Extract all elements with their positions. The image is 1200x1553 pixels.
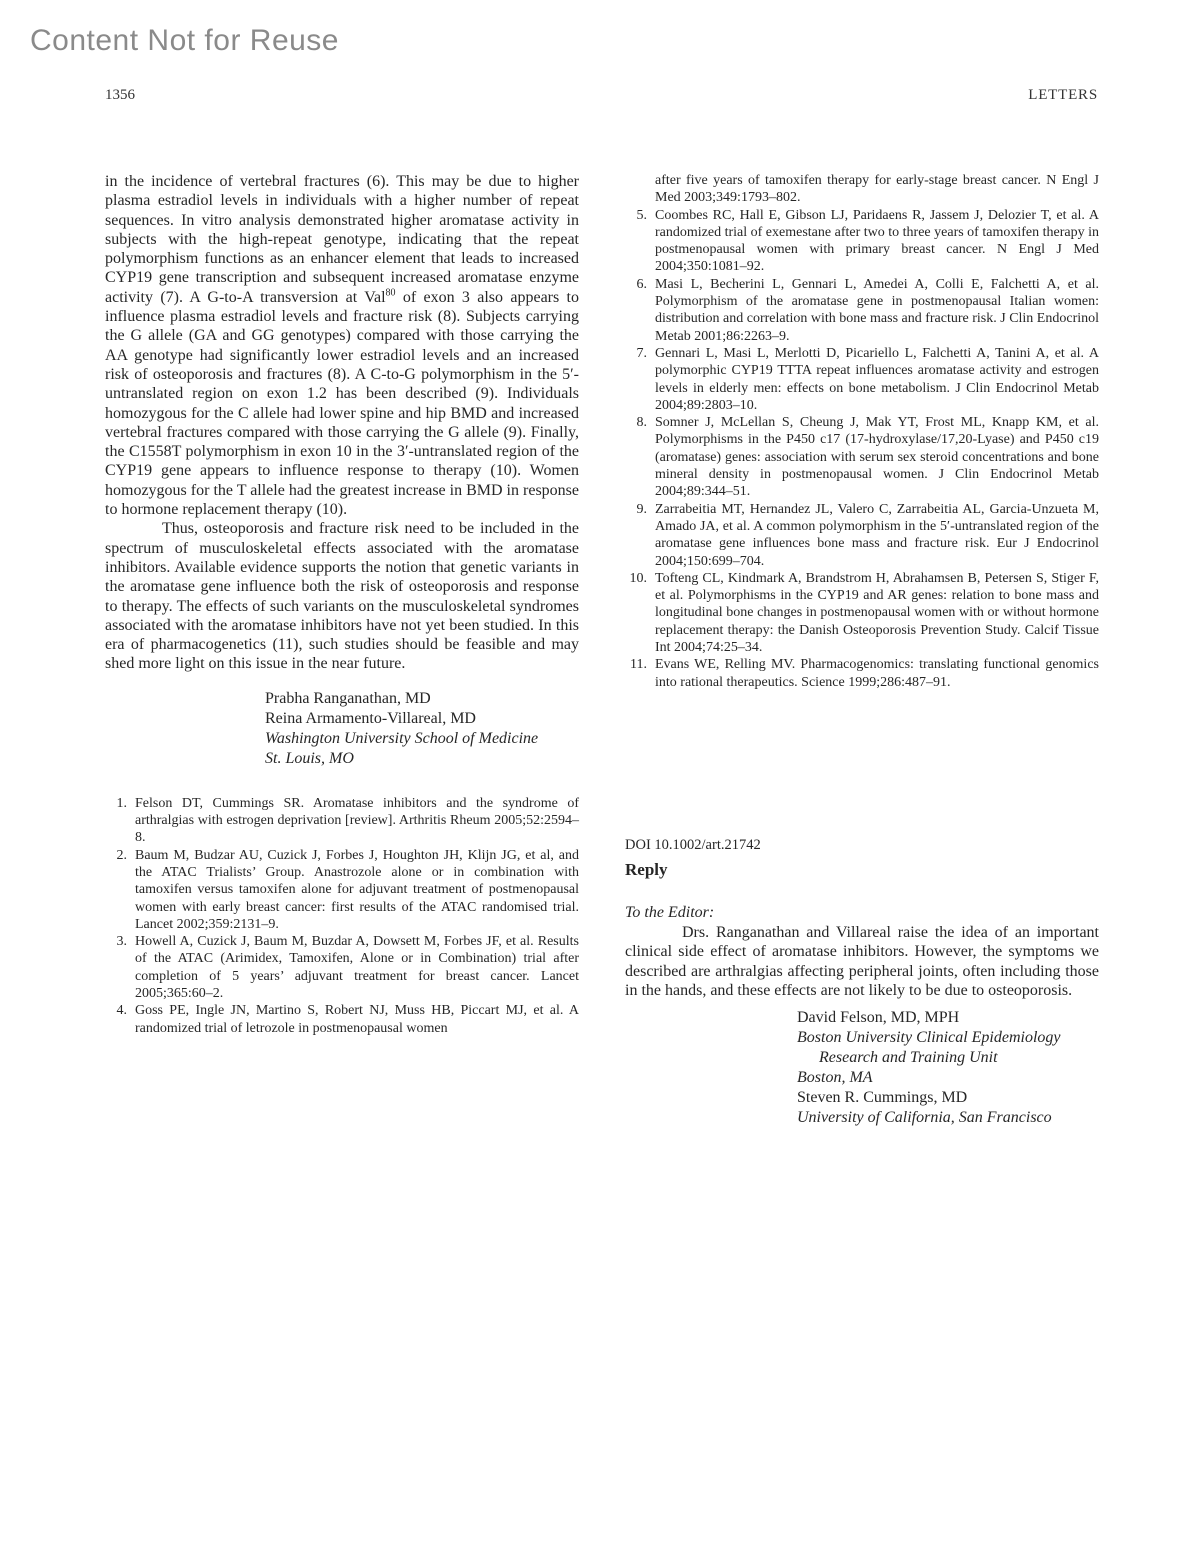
letter-paragraph-2: Thus, osteoporosis and fracture risk need to be included in the spectrum of musculoskeletal effects associated with the aromatase inhibitors. Available evidence supports the notion that genetic variants in the aromatase gene influence both the risk of osteoporosis and response to therapy. The effects of such variants on the musculoskeletal syndromes associated with the aromatase inhibitors have not yet been studied. In this era of pharmacogenetics (11), such studies should be feasible and may shed more light on this issue in the near future. [105,520,579,673]
reference-item [105,847,579,933]
reference-number: 6. [636,276,647,292]
reference-item [625,345,1099,414]
letter-signature-block [265,689,579,769]
author-affiliation: University of California, San Francisco [797,1109,1052,1127]
reference-text: Coombes RC, Hall E, Gibson LJ, Paridaens R, Jassem J, Delozier T, et al. A randomized trial of exemestane after two to three years of tamoxifen therapy in postmenopausal women with primary breast cancer. N Engl J Med 2004;350:1081–92. [655,207,1099,275]
author-name: Steven R. Cummings, MD [797,1089,968,1107]
reference-list-left [105,795,579,1037]
reference-item [625,656,1099,691]
reference-number: 4. [116,1003,127,1019]
reference-text: Tofteng CL, Kindmark A, Brandstrom H, Abrahamsen B, Petersen S, Stiger F, et al. Polymorphisms in the CYP19 and AR genes: relation to bone mass and longitudinal bone changes in postmenopausal women with or without hormone replacement therapy: the Danish Osteoporosis Prevention Study. Calcif Tissue Int 2004;74:25–34. [655,570,1099,656]
superscript-80: 80 [385,287,396,299]
reference-item [625,207,1099,276]
reference-text: Goss PE, Ingle JN, Martino S, Robert NJ, Muss HB, Piccart MJ, et al. A randomized trial of letrozole in postmenopausal women [135,1003,579,1036]
left-column [105,172,579,1037]
reply-heading: Reply [625,860,668,879]
author-affiliation: Research and Training Unit [819,1049,998,1067]
reference-text: Gennari L, Masi L, Merlotti D, Picariello L, Falchetti A, Tanini A, et al. A polymorphic CYP19 TTTA repeat influences aromatase activity and estrogen levels in elderly men: effects on bone metabolism. J Clin Endocrinol Metab 2004;89:2803–10. [655,345,1099,413]
reference-number: 9. [636,501,647,517]
reference-item [625,570,1099,656]
reference-item [625,501,1099,570]
reply-signature-block [797,1008,1099,1128]
reference-number: 7. [636,345,647,361]
reference-item [105,933,579,1002]
author-name: David Felson, MD, MPH [797,1009,960,1027]
reply-salutation: To the Editor: [625,904,715,921]
reference-item [625,276,1099,345]
author-affiliation: Boston University Clinical Epidemiology [797,1029,1061,1047]
reference-number: 11. [630,657,647,673]
reference-number: 8. [636,415,647,431]
reference-item [105,795,579,847]
author-location: Boston, MA [797,1069,873,1087]
author-name: Prabha Ranganathan, MD [265,689,431,707]
reference-text: Somner J, McLellan S, Cheung J, Mak YT, Frost ML, Knapp KM, et al. Polymorphisms in the P450 c17 (17-hydroxylase/17,20-Lyase) and P450 c19 (aromatase) genes: association with serum sex steroid concentrations and bone mineral density in postmenopausal women. J Clin Endocrinol Metab 2004;89:344–51. [655,415,1099,500]
author-name: Reina Armamento-Villareal, MD [265,709,476,727]
paragraph-text: in the incidence of vertebral fractures (6). This may be due to higher plasma estradiol levels in individuals with a higher number of repeat sequences. In vitro analysis demonstrated higher aromatase activity in subjects with the high-repeat genotype, indicating that the repeat polymorphism functions as an enhancer element that leads to increased CYP19 gene transcription and subsequent increased aromatase enzyme activity (7). A G-to-A transversion at Val [105,173,579,306]
section-title: LETTERS [1028,87,1098,103]
reference-text: Evans WE, Relling MV. Pharmacogenomics: translating functional genomics into rational therapeutics. Science 1999;286:487–91. [655,657,1099,690]
reference-continuation: after five years of tamoxifen therapy for early-stage breast cancer. N Engl J Med 2003;349:1793–802. [655,173,1099,206]
page-number: 1356 [105,87,135,103]
reference-text: Felson DT, Cummings SR. Aromatase inhibitors and the syndrome of arthralgias with estrogen deprivation [review]. Arthritis Rheum 2005;52:2594–8. [135,795,579,846]
reference-number: 5. [636,207,647,223]
author-location: St. Louis, MO [265,749,354,767]
reference-number: 3. [116,934,127,950]
reference-list-right [625,207,1099,691]
reference-item [105,1002,579,1037]
reply-paragraph: Drs. Ranganathan and Villareal raise the idea of an important clinical side effect of aromatase inhibitors. However, the symptoms we described are arthralgias affecting peripheral joints, often including those in the hands, and these effects are not likely to be due to osteoporosis. [625,924,1099,999]
reply-section [625,836,1099,1128]
reference-text: Howell A, Cuzick J, Baum M, Buzdar A, Dowsett M, Forbes JF, et al. Results of the ATAC (Arimidex, Tamoxifen, Alone or in Combination) trial after completion of 5 years’ adjuvant treatment for breast cancer. Lancet 2005;365:60–2. [135,934,579,1001]
letter-paragraph-1 [105,172,579,519]
reference-text: Masi L, Becherini L, Gennari L, Amedei A, Colli E, Falchetti A, et al. Polymorphism of the aromatase gene in postmenopausal Italian women: distribution and correlation with bone mass and fracture risk. J Clin Endocrinol Metab 2001;86:2263–9. [655,276,1100,344]
reference-number: 10. [629,570,647,586]
reference-number: 2. [116,847,127,863]
running-head [105,87,1098,104]
watermark: Content Not for Reuse [30,24,339,57]
reference-text: Zarrabeitia MT, Hernandez JL, Valero C, Zarrabeitia AL, Garcia-Unzueta M, Amado JA, et al. A common polymorphism in the 5′-untranslated region of the aromatase gene influences bone mass and fracture risk. Eur J Endocrinol 2004;150:699–704. [655,501,1099,569]
reference-text: Baum M, Budzar AU, Cuzick J, Forbes J, Houghton JH, Klijn JG, et al, and the ATAC Trialists’ Group. Anastrozole alone or in combination with tamoxifen versus tamoxifen alone for adjuvant treatment of postmenopausal women with early breast cancer: first results of the ATAC randomised trial. Lancet 2002;359:2131–9. [135,847,579,932]
right-column [625,172,1099,691]
author-affiliation: Washington University School of Medicine [265,729,539,747]
reference-number: 1. [116,795,127,811]
doi-line: DOI 10.1002/art.21742 [625,837,761,853]
paragraph-text: of exon 3 also appears to influence plasma estradiol levels and fracture risk (8). Subjects carrying the G allele (GA and GG genotypes) compared with those carrying the AA genotype had significantly lower estradiol levels and an increased risk of osteoporosis and fractures (8). A C-to-G polymorphism in the 5′-untranslated region on exon 1.2 has been described (9). Individuals homozygous for the C allele had lower spine and hip BMD and increased vertebral fractures compared with those carrying the G allele (9). Finally, the C1558T polymorphism in exon 10 in the 3′-untranslated region of the CYP19 gene appears to influence response to therapy (10). Women homozygous for the T allele had the greatest increase in BMD in response to hormone replacement therapy (10). [105,288,579,519]
reference-item [625,414,1099,500]
